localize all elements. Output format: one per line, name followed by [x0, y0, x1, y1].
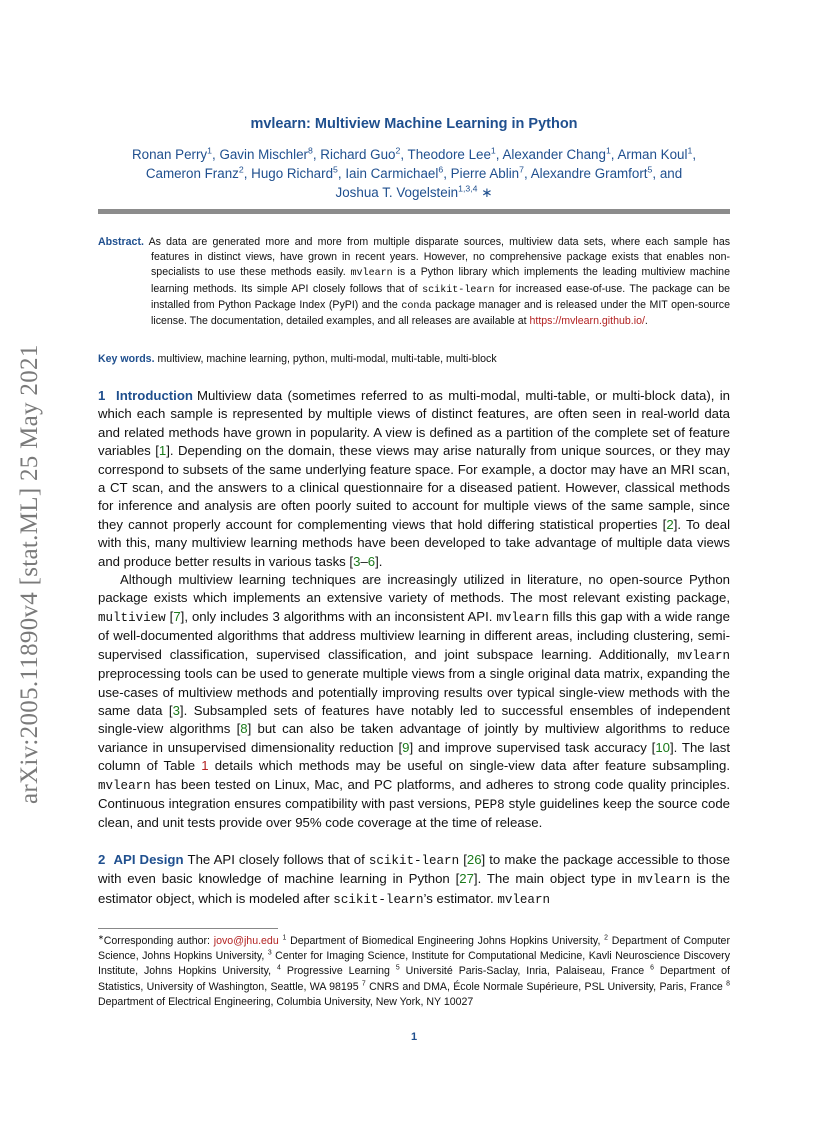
- code-mvlearn: mvlearn: [677, 648, 730, 663]
- code-mvlearn: mvlearn: [637, 873, 691, 888]
- footnote-rule: [98, 928, 278, 929]
- citation-link[interactable]: 8: [240, 721, 248, 737]
- affiliation-mark: 2: [395, 145, 401, 156]
- affiliation-mark: 1: [687, 145, 693, 156]
- affiliation-mark: 1: [207, 145, 212, 156]
- intro-paragraph-2: [98, 571, 730, 833]
- affiliation-mark: 8: [308, 145, 313, 156]
- author: Ronan Perry: [131, 147, 208, 162]
- citation-link[interactable]: 9: [402, 739, 410, 755]
- section-number: 1: [98, 388, 106, 403]
- code-mvlearn: mvlearn: [98, 778, 151, 793]
- body-text: The API closely follows that of: [187, 852, 365, 867]
- keywords-label: Key words.: [98, 353, 155, 365]
- affiliation-mark: 6: [438, 164, 444, 175]
- keywords-text: multiview, machine learning, python, multi-modal, multi-table, multi-block: [157, 353, 497, 365]
- body-text: ] and improve supervised task accuracy [: [409, 739, 656, 755]
- body-text: ]. To deal with this, many multiview learning methods have been developed to take advantage of multiple data views and produce better results in various tasks [: [98, 516, 730, 569]
- citation-link[interactable]: 3: [172, 702, 180, 718]
- affiliation-text: Center for Imaging Science, Institute for Computational Medicine, Kavli Neuroscience Discovery Institute, Johns Hopkins University,: [98, 950, 730, 978]
- affiliation-text: Department of Statistics, University of Washington, Seattle, WA 98195: [98, 965, 731, 993]
- author: Gavin Mischler: [219, 147, 308, 162]
- abstract-code-sklearn: scikit-learn: [422, 284, 495, 296]
- affiliation-number: 5: [395, 964, 400, 972]
- affiliation-number: 1: [282, 934, 287, 942]
- body-text: is the estimator object, which is modeled after: [98, 871, 730, 906]
- affiliation-mark: 7: [519, 164, 524, 175]
- abstract-label: Abstract.: [98, 236, 144, 248]
- code-mvlearn: mvlearn: [497, 892, 550, 907]
- abstract-text: As data are generated more and more from multiple disparate sources, multiview data sets, where each sample has features in distinct views, have grown in recent years. However, no comprehensive package exists that enables non-specialists to use these methods easily.: [148, 236, 731, 279]
- affiliation-mark: 2: [238, 164, 244, 175]
- body-text: has been tested on Linux, Mac, and PC platforms, and adheres to strong code quality principles. Continuous integration ensures compatibility with past versions,: [98, 776, 731, 811]
- title-rule: [98, 209, 730, 214]
- body-text: preprocessing tools can be used to generate multiple views from a single original data matrix, expanding the use-cases of multiview methods and potentially improving results over typical single-view methods with the same data [: [98, 666, 730, 718]
- affiliation-mark: 5: [333, 164, 338, 175]
- section-heading: [98, 852, 184, 867]
- body-text: ] to make the package accessible to those with even basic knowledge of machine learning in Python [: [98, 852, 730, 887]
- code-multiview: multiview: [98, 610, 166, 625]
- code-sklearn: scikit-learn: [333, 892, 424, 907]
- docs-link[interactable]: https://mvlearn.github.io/: [529, 315, 645, 328]
- author: Hugo Richard: [251, 166, 334, 181]
- arxiv-stamp: arXiv:2005.11890v4 [stat.ML] 25 May 2021: [16, 344, 43, 804]
- footnote-lead: Corresponding author:: [103, 935, 210, 947]
- author: Alexander Chang: [502, 147, 606, 162]
- email-link[interactable]: jovo@jhu.edu: [213, 935, 279, 947]
- author-list: Ronan Perry$^1$, Gavin Mischler$^8$, Richard Guo$^2$, Theodore Lee$^1$, Alexander Chang$^1$, Arman Koul$^1$, Cameron Franz$^2$, Hugo Richard$^5$, Iain Carmichael$^6$, Pierre Ablin$^7$, Alexandre Gramfort$^5$, and Joshua T. Vogelstein$^{1,3,4}$ ∗: [131, 145, 697, 200]
- section-number: 2: [98, 852, 106, 867]
- citation-link[interactable]: 2: [666, 516, 674, 532]
- body-text: [: [169, 608, 174, 624]
- affiliation-text: Department of Electrical Engineering, Columbia University, New York, NY 10027: [98, 995, 474, 1008]
- intro-paragraph-1: [98, 387, 730, 571]
- citation-link[interactable]: 26: [466, 852, 482, 867]
- paper-title: mvlearn: Multiview Machine Learning in Python: [250, 116, 578, 132]
- affiliation-number: 6: [650, 964, 654, 972]
- abstract-text: package manager and is released under the MIT open-source license. The documentation, detailed examples, and all releases are available at: [151, 298, 730, 328]
- affiliation-text: Université Paris-Saclay, Inria, Palaiseau, France: [405, 965, 645, 978]
- abstract-code-conda: conda: [401, 300, 432, 312]
- author: Alexandre Gramfort: [530, 166, 648, 181]
- body-text: ], only includes 3 algorithms with an inconsistent API.: [180, 608, 493, 624]
- body-text: ]. Depending on the domain, these views may arise naturally from unique sources, or they may correspond to subsets of the same underlying feature space. For example, a doctor may have an MRI scan, a CT scan, and the answers to a clinical questionnaire for a diseased patient. However, classical methods for inference and analysis are often poorly suited to account for multiple views of the same sample, since they cannot properly account for complementing views that hold differing statistical properties [: [98, 443, 730, 532]
- affiliation-number: 7: [361, 980, 366, 988]
- footnote: [98, 934, 730, 1010]
- affiliation-mark: 5: [647, 164, 653, 175]
- body-text: style guidelines keep the source code clean, and unit tests provide over 95% code coverage at the time of release.: [98, 795, 730, 831]
- code-pep8: PEP8: [474, 797, 505, 812]
- author: Theodore Lee: [407, 147, 491, 162]
- affiliation-text: Department of Computer Science, Johns Hopkins University,: [98, 935, 730, 963]
- citation-link[interactable]: 3: [353, 553, 361, 569]
- section-api-design: [98, 851, 730, 909]
- footnote-mark: ∗: [98, 934, 104, 942]
- affiliation-text: CNRS and DMA, École Normale Supérieure, PSL University, Paris, France: [369, 980, 723, 993]
- author: Richard Guo: [320, 147, 396, 162]
- author: Cameron Franz: [145, 166, 239, 181]
- code-mvlearn: mvlearn: [496, 610, 550, 625]
- affiliation-text: Department of Biomedical Engineering Johns Hopkins University,: [290, 935, 601, 947]
- body-text: ].: [375, 553, 383, 569]
- section-introduction: [98, 387, 730, 833]
- citation-link[interactable]: 27: [459, 871, 474, 887]
- affiliation-number: 2: [604, 934, 608, 942]
- abstract-text: for increased ease-of-use. The package can be installed from Python Package Index (PyPI) and the: [151, 282, 731, 311]
- section-title: Introduction: [116, 388, 193, 403]
- author: Iain Carmichael: [345, 166, 439, 181]
- body-text: ]. Subsampled sets of features have notably led to successful ensembles of independent single-view algorithms [: [98, 702, 730, 737]
- abstract-text: is a Python library which implements the leading multiview machine learning methods. Its simple API closely follows that of: [151, 266, 730, 295]
- affiliation-number: 8: [726, 980, 730, 988]
- body-text: ] but can also be taken advantage of jointly by multiview algorithms to reduce variance in unsupervised dimensionality reduction [: [98, 721, 730, 755]
- author: Pierre Ablin: [450, 166, 520, 181]
- body-text: details which methods may be useful on single-view data after feature subsampling.: [214, 758, 731, 774]
- citation-link[interactable]: 10: [655, 739, 671, 755]
- code-sklearn: scikit-learn: [368, 854, 460, 868]
- affiliation-mark: 1: [605, 145, 611, 156]
- body-text: ]. The last column of Table: [98, 739, 730, 774]
- body-text: [: [463, 852, 467, 867]
- citation-link[interactable]: 7: [173, 608, 181, 624]
- body-text: fills this gap with a wide range of well-documented algorithms that address multiview learning in different areas, including clustering, semi-supervised classification, supervised classification, and joint subspace learning. Additionally,: [98, 608, 730, 662]
- affiliation-mark: 1: [490, 145, 496, 156]
- page-number: 1: [410, 1031, 418, 1043]
- section-heading: [98, 388, 193, 403]
- abstract: [98, 235, 730, 329]
- abstract-end: .: [644, 315, 648, 328]
- affiliation-mark: 1,3,4: [458, 183, 478, 194]
- citation-link[interactable]: 6: [367, 553, 376, 569]
- keywords: [98, 353, 730, 365]
- body-text: Multiview data (sometimes referred to as multi-modal, multi-table, or multi-block data), in which each sample is represented by multiple views of distinct features, are often seen in real-world data and related methods have grown in popularity. A view is defined as a partition of the complete set of feature variables [: [98, 388, 730, 459]
- body-text: ]. The main object type in: [473, 871, 632, 887]
- body-text: ’s estimator.: [423, 890, 494, 906]
- author: Joshua T. Vogelstein: [335, 185, 459, 200]
- corresponding-mark: ∗: [481, 185, 493, 200]
- affiliation-number: 4: [277, 964, 281, 972]
- citation-link[interactable]: 1: [158, 443, 167, 459]
- table-link[interactable]: 1: [201, 758, 209, 774]
- authors-and: and: [659, 166, 683, 181]
- citation-dash: –: [360, 553, 368, 569]
- section-title: API Design: [113, 852, 184, 867]
- abstract-code-mvlearn: mvlearn: [350, 268, 393, 280]
- author: Arman Koul: [617, 147, 688, 162]
- affiliation-text: Progressive Learning: [286, 965, 390, 978]
- affiliation-number: 3: [267, 949, 272, 957]
- body-text: Although multiview learning techniques are increasingly utilized in literature, no open-source Python package exists which implements an extensive variety of methods. The most relevant existing package,: [98, 572, 730, 606]
